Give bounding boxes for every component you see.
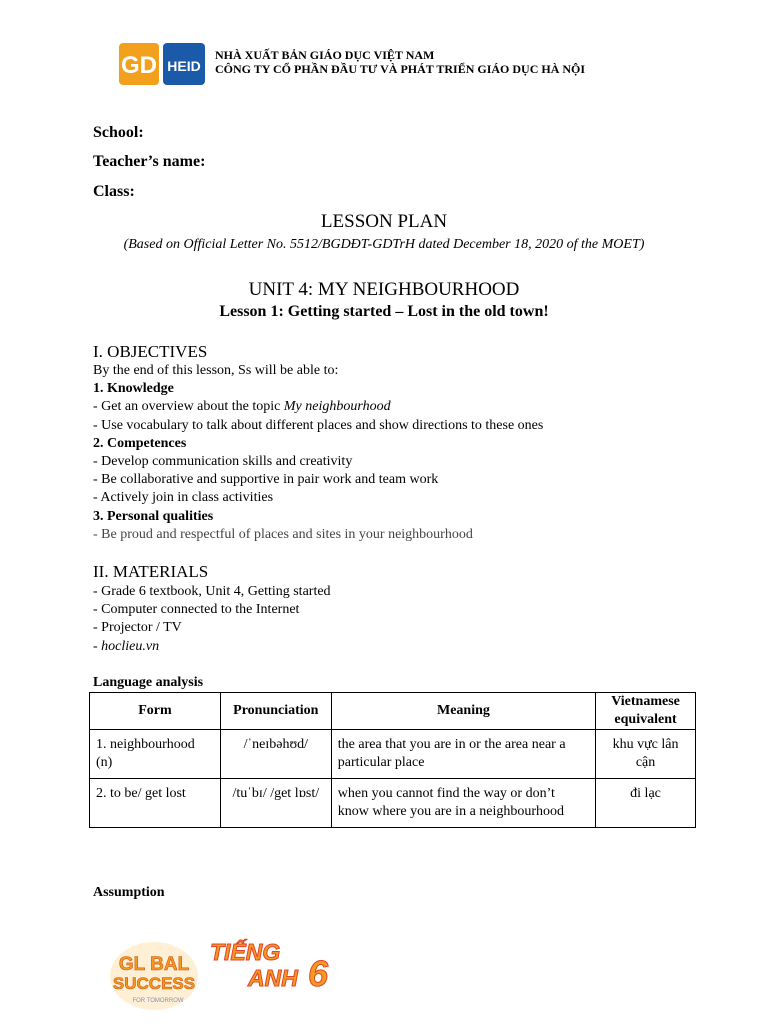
objectives-list bbox=[93, 362, 543, 544]
table-header-pronunciation: Pronunciation bbox=[220, 693, 331, 730]
competences-heading: 2. Competences bbox=[93, 435, 187, 451]
materials-list bbox=[93, 583, 331, 656]
materials-item-1: - Grade 6 textbook, Unit 4, Getting started bbox=[93, 584, 331, 599]
objectives-heading: I. OBJECTIVES bbox=[93, 342, 208, 361]
materials-item-3: - Projector / TV bbox=[93, 620, 182, 636]
knowledge-item-1 bbox=[93, 398, 543, 416]
table-cell-vietnamese: khu vực lân cận bbox=[596, 730, 696, 779]
table-row bbox=[90, 779, 696, 828]
unit-title: UNIT 4: MY NEIGHBOURHOOD bbox=[248, 279, 520, 300]
page-subtitle: (Based on Official Letter No. 5512/BGDĐT-GDTrH dated December 18, 2020 of the MOET) bbox=[123, 237, 645, 252]
table-cell-form: 2. to be/ get lost bbox=[90, 779, 221, 828]
table-header-meaning: Meaning bbox=[331, 693, 595, 730]
competences-item-2: - Be collaborative and supportive in pair work and team work bbox=[93, 472, 439, 488]
table-cell-meaning: when you cannot find the way or don’t know where you are in a neighbourhood bbox=[331, 779, 595, 828]
logo-left-text: GD bbox=[121, 52, 157, 79]
anh-text: ANH bbox=[248, 965, 298, 991]
competences-item-1: - Develop communication skills and creativity bbox=[93, 454, 353, 470]
tagline-text: FOR TOMORROW bbox=[132, 998, 184, 1004]
success-text: SUCCESS bbox=[112, 974, 196, 993]
table-row bbox=[90, 730, 696, 779]
language-analysis-heading: Language analysis bbox=[93, 675, 204, 690]
competences-item-3: - Actively join in class activities bbox=[93, 490, 274, 506]
publisher-header bbox=[119, 41, 639, 89]
publisher-line-1: NHÀ XUẤT BẢN GIÁO DỤC VIỆT NAM bbox=[215, 48, 435, 62]
materials-item-4 bbox=[93, 638, 331, 656]
school-field: School: bbox=[93, 124, 144, 141]
knowledge-topic: My neighbourhood bbox=[283, 399, 391, 415]
table-header-row bbox=[90, 693, 696, 730]
table-header-vietnamese: Vietnamese equivalent bbox=[596, 693, 696, 730]
page-title: LESSON PLAN bbox=[320, 211, 448, 232]
materials-item-4-prefix: - bbox=[93, 638, 102, 654]
publisher-name bbox=[215, 48, 635, 84]
table-cell-meaning: the area that you are in or the area near a particular place bbox=[331, 730, 595, 779]
table-cell-form: 1. neighbourhood (n) bbox=[90, 730, 221, 779]
tieng-text: TIẾNG bbox=[210, 939, 281, 965]
knowledge-heading: 1. Knowledge bbox=[93, 381, 174, 397]
table-cell-pronunciation: /tuˈbɪ/ /get lɒst/ bbox=[220, 779, 331, 828]
materials-item-2: - Computer connected to the Internet bbox=[93, 602, 300, 618]
table-cell-vietnamese: đi lạc bbox=[596, 779, 696, 828]
materials-heading: II. MATERIALS bbox=[93, 562, 209, 581]
grade-number: 6 bbox=[308, 953, 329, 994]
logo-right-text: HEID bbox=[167, 58, 201, 74]
publisher-logo bbox=[119, 41, 207, 87]
hoclieu-link[interactable]: hoclieu.vn bbox=[101, 638, 160, 654]
global-success-logo bbox=[110, 942, 198, 1010]
publisher-line-2: CÔNG TY CỔ PHẦN ĐẦU TƯ VÀ PHÁT TRIỂN GIÁO DỤC HÀ NỘI bbox=[215, 62, 586, 76]
qualities-heading: 3. Personal qualities bbox=[93, 508, 214, 524]
table-cell-pronunciation: /ˈneɪbəhʊd/ bbox=[220, 730, 331, 779]
knowledge-item-1-prefix: - Get an overview about the topic bbox=[93, 399, 284, 415]
class-field: Class: bbox=[93, 183, 135, 200]
qualities-item-1: - Be proud and respectful of places and sites in your neighbourhood bbox=[93, 526, 473, 542]
assumption-heading: Assumption bbox=[93, 885, 165, 900]
knowledge-item-2: - Use vocabulary to talk about different places and show directions to these ones bbox=[93, 417, 544, 433]
tieng-anh-6-logo bbox=[210, 938, 329, 994]
global-text: GL BAL bbox=[118, 954, 190, 975]
teacher-name-field: Teacher’s name: bbox=[93, 153, 206, 170]
language-analysis-table bbox=[89, 692, 696, 828]
table-header-form: Form bbox=[90, 693, 221, 730]
footer-logos bbox=[108, 934, 358, 1014]
lesson-title: Lesson 1: Getting started – Lost in the old town! bbox=[219, 303, 549, 320]
objectives-intro: By the end of this lesson, Ss will be able to: bbox=[93, 363, 339, 378]
